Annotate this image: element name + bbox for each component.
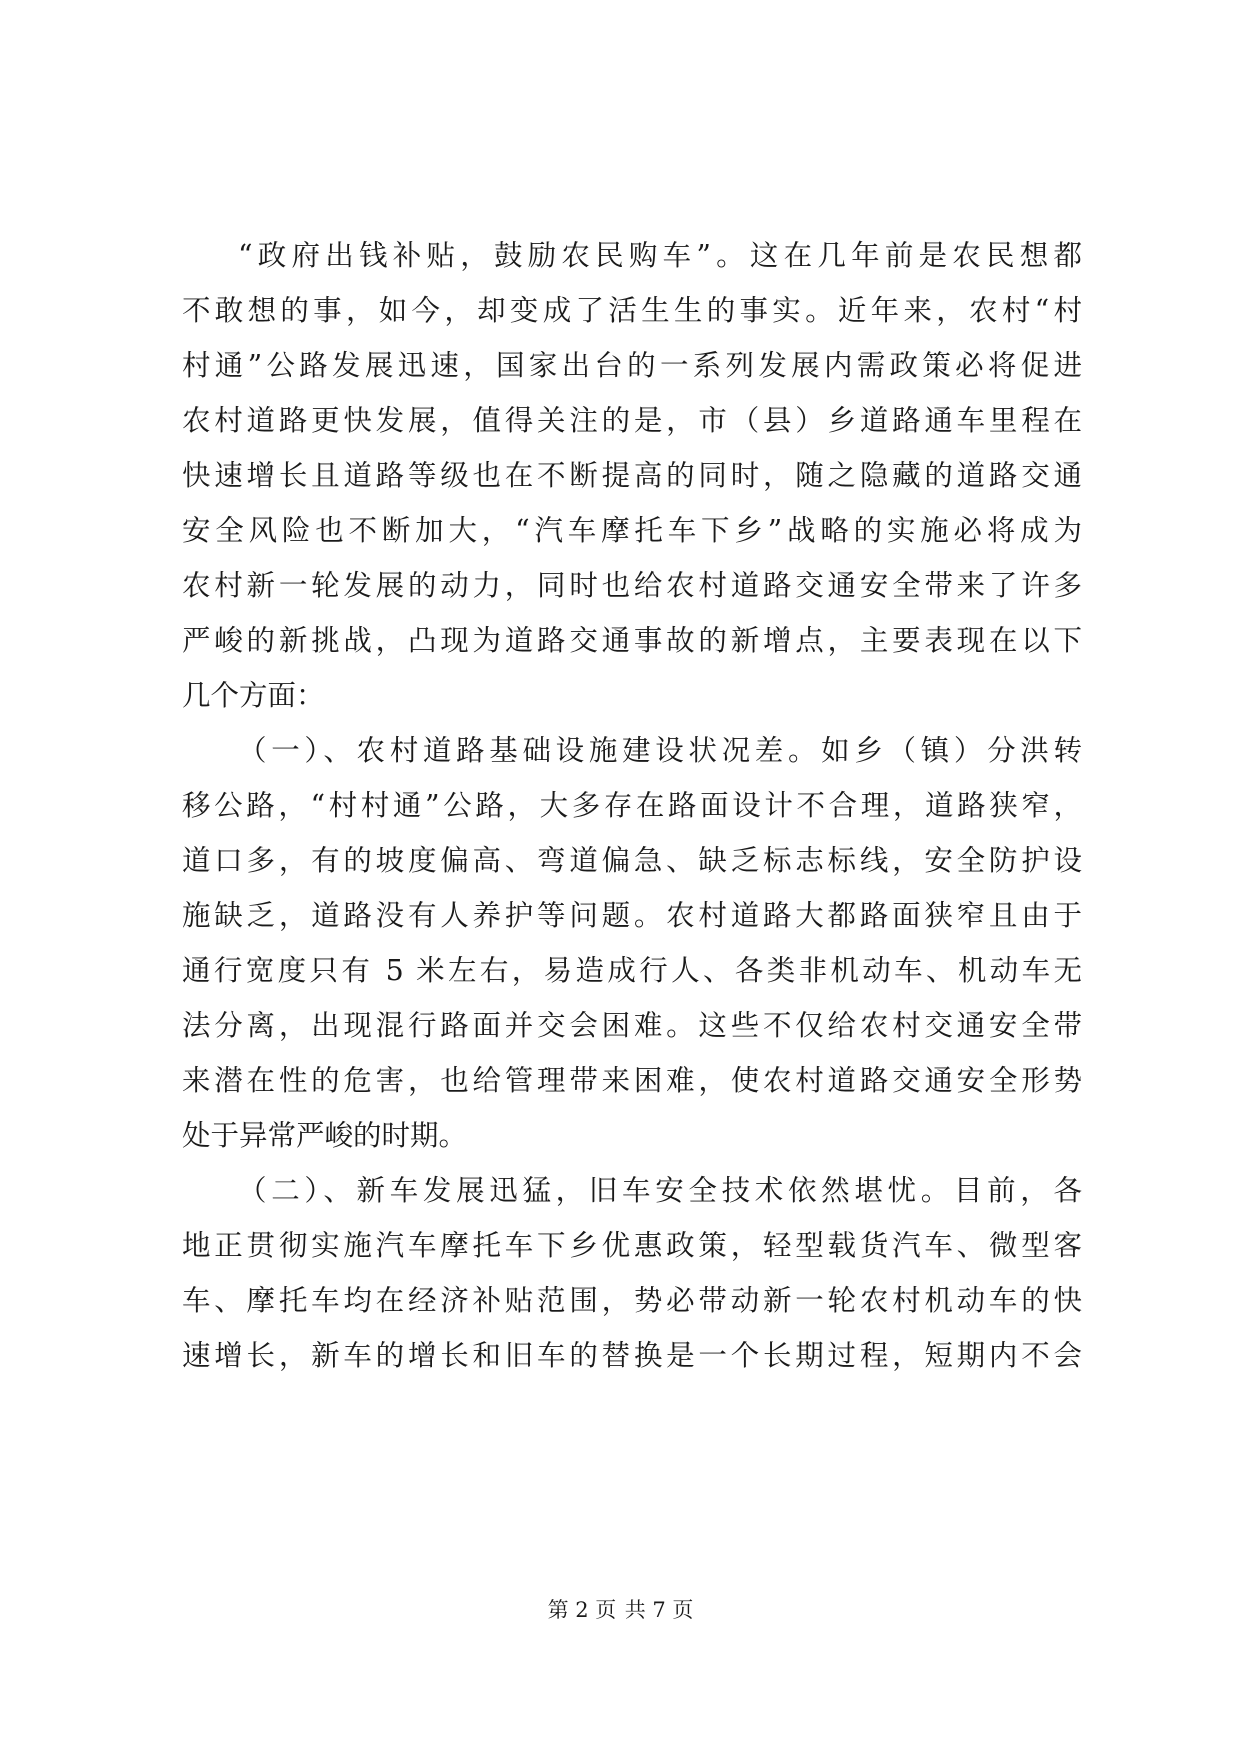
- text-line: （一）、农村道路基础设施建设状况差。如乡（镇）分洪转: [238, 734, 1082, 767]
- page-total: 共 7 页: [624, 1598, 694, 1622]
- page-footer: [0, 1596, 1241, 1624]
- text-line: 几个方面：: [182, 679, 325, 712]
- text-line: 农村新一轮发展的动力，同时也给农村道路交通安全带来了许多: [182, 569, 1082, 602]
- text-line: 地正贯彻实施汽车摩托车下乡优惠政策，轻型载货汽车、微型客: [182, 1229, 1082, 1262]
- body-text: [182, 228, 1082, 1383]
- text-line: 道口多，有的坡度偏高、弯道偏急、缺乏标志标线，安全防护设: [182, 844, 1082, 877]
- text-line: 施缺乏，道路没有人养护等问题。农村道路大都路面狭窄且由于: [182, 899, 1082, 932]
- text-line: “政府出钱补贴，鼓励农民购车”。这在几年前是农民想都: [238, 239, 1082, 272]
- text-line: 不敢想的事，如今，却变成了活生生的事实。近年来，农村“村: [182, 294, 1082, 327]
- text-line: 农村道路更快发展，值得关注的是，市（县）乡道路通车里程在: [182, 404, 1082, 437]
- text-line: 快速增长且道路等级也在不断提高的同时，随之隐藏的道路交通: [182, 459, 1082, 492]
- text-line: 速增长，新车的增长和旧车的替换是一个长期过程，短期内不会: [182, 1339, 1082, 1372]
- text-line: 车、摩托车均在经济补贴范围，势必带动新一轮农村机动车的快: [182, 1284, 1082, 1317]
- text-line: 移公路，“村村通”公路，大多存在路面设计不合理，道路狭窄，: [182, 789, 1082, 822]
- text-line: 村通”公路发展迅速，国家出台的一系列发展内需政策必将促进: [182, 349, 1082, 382]
- text-line: （二）、新车发展迅猛，旧车安全技术依然堪忧。目前，各: [238, 1174, 1082, 1207]
- text-line: 法分离，出现混行路面并交会困难。这些不仅给农村交通安全带: [182, 1009, 1082, 1042]
- text-line: 严峻的新挑战，凸现为道路交通事故的新增点，主要表现在以下: [182, 624, 1082, 657]
- text-line: 处于异常严峻的时期。: [182, 1119, 468, 1152]
- page-number: 第 2 页: [547, 1598, 617, 1622]
- text-line: 通行宽度只有 5 米左右，易造成行人、各类非机动车、机动车无: [182, 954, 1082, 987]
- text-line: 来潜在性的危害，也给管理带来困难，使农村道路交通安全形势: [182, 1064, 1082, 1097]
- text-line: 安全风险也不断加大，“汽车摩托车下乡”战略的实施必将成为: [182, 514, 1082, 547]
